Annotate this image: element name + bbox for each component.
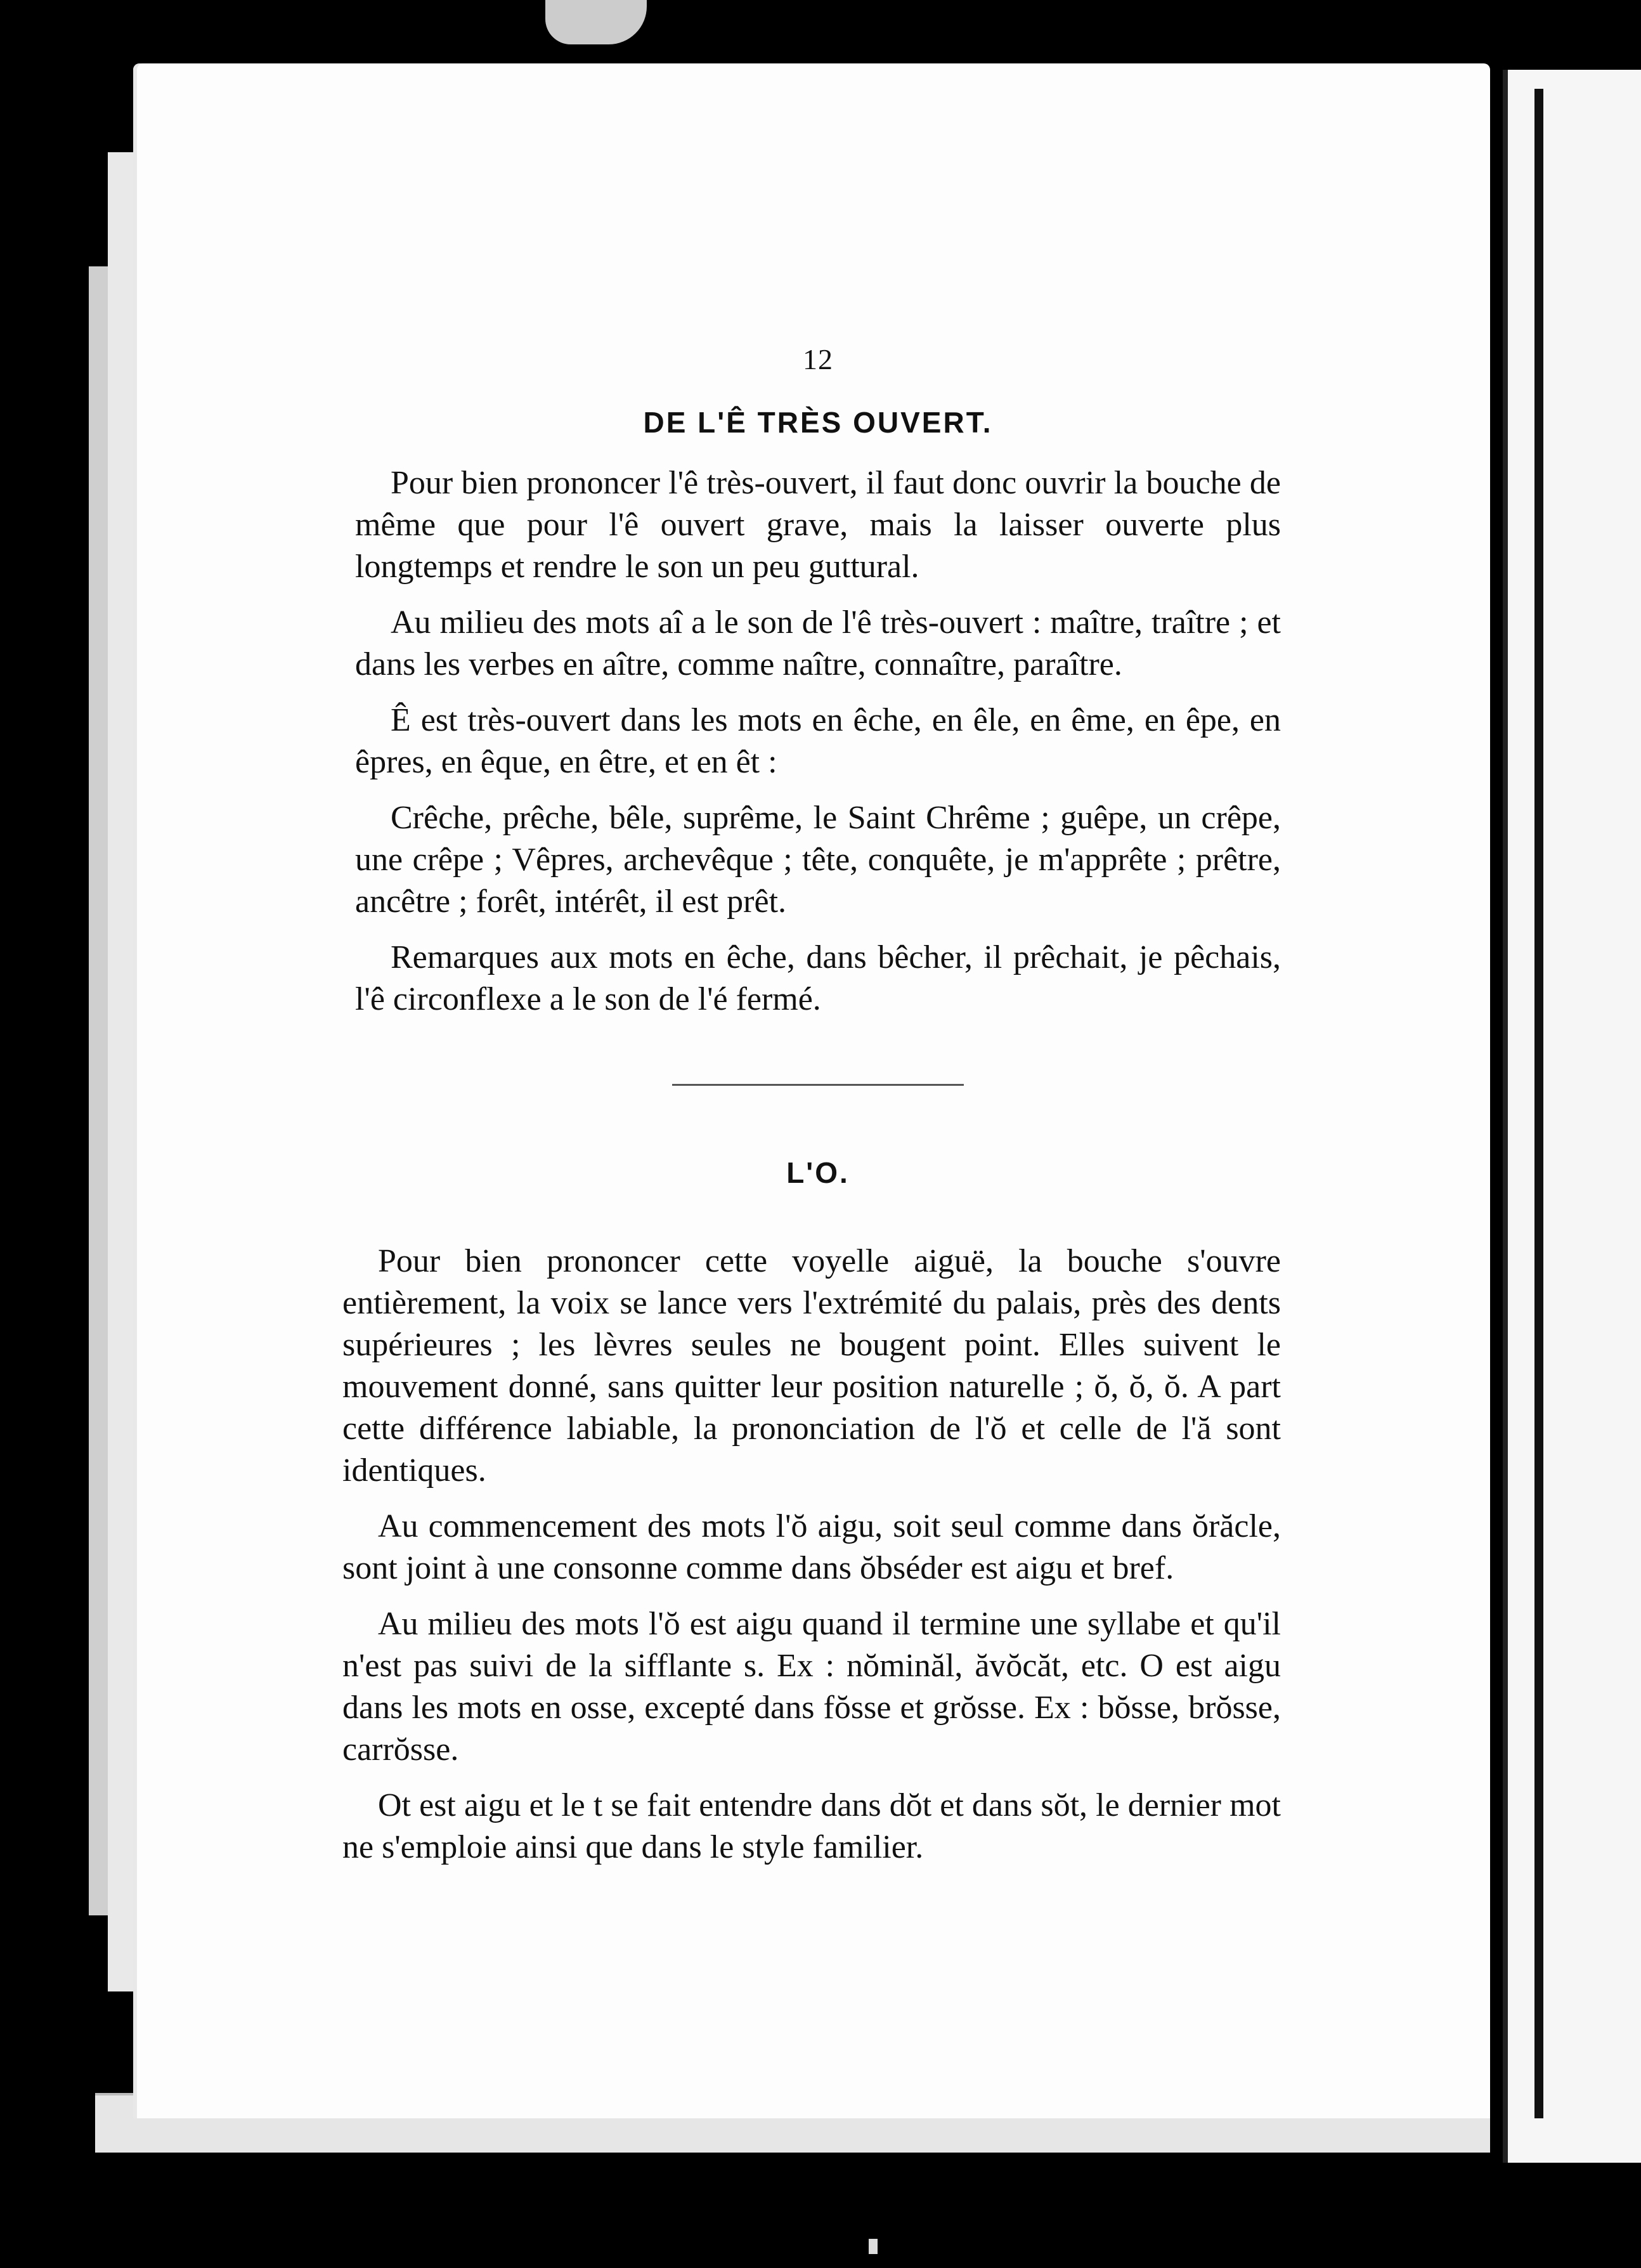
paragraph: Remarques aux mots en êche, dans bêcher, il prêchait, je pêchais, l'ê circonflexe a le son de l'é fermé. xyxy=(355,939,1281,1017)
section-heading-e: DE L'Ê TRÈS OUVERT. xyxy=(643,406,993,439)
paragraph: Pour bien prononcer l'ê très-ouvert, il faut donc ouvrir la bouche de même que pour l'ê ouvert grave, mais la laisser ouverte plus longtemps et rendre le son un peu guttural. xyxy=(355,465,1281,585)
page-edge xyxy=(108,152,133,1991)
paragraph: Crêche, prêche, bêle, suprême, le Saint Chrême ; guêpe, un crêpe, une crêpe ; Vêpres, archevêque ; tête, conquête, je m'apprête ; prêtre, ancêtre ; forêt, intérêt, il est prêt. xyxy=(355,800,1281,920)
paragraph: Au commencement des mots l'ŏ aigu, soit seul comme dans ŏrăcle, sont joint à une consonne comme dans ŏbséder est aigu et bref. xyxy=(342,1508,1281,1586)
page-edge-shadow xyxy=(89,266,108,1915)
paragraph: Au milieu des mots aî a le son de l'ê très-ouvert : maître, traître ; et dans les verbes en aître, comme naître, connaître, paraître. xyxy=(355,604,1281,682)
scan-artifact-top xyxy=(545,0,647,44)
section-heading-o: L'O. xyxy=(786,1156,850,1189)
section-o-body xyxy=(342,1241,1281,1868)
page-content xyxy=(342,342,1281,1882)
section-divider xyxy=(672,1084,964,1086)
page-number: 12 xyxy=(803,343,833,375)
scan-artifact-bottom xyxy=(869,2239,878,2254)
paragraph: Au milieu des mots l'ŏ est aigu quand il termine une syllabe et qu'il n'est pas suivi de la sifflante s. Ex : nŏminăl, ăvŏcăt, etc. O est aigu dans les mots en osse, excepté dans fŏsse et grŏsse. Ex : bŏsse, brŏsse, carrŏsse. xyxy=(342,1606,1281,1768)
facing-page-edge xyxy=(1534,89,1543,2118)
paragraph: Ot est aigu et le t se fait entendre dans dŏt et dans sŏt, le dernier mot ne s'emploie ainsi que dans le style familier. xyxy=(342,1787,1281,1865)
paragraph: Ê est très-ouvert dans les mots en êche, en êle, en ême, en êpe, en êpres, en êque, en être, et en êt : xyxy=(355,702,1281,780)
facing-page xyxy=(1503,70,1641,2163)
paragraph: Pour bien prononcer cette voyelle aiguë, la bouche s'ouvre entièrement, la voix se lance vers l'extrémité du palais, près des dents supérieures ; les lèvres seules ne bougent point. Elles suivent le mouvement donné, sans quitter leur position naturelle ; ŏ, ŏ, ŏ. A part cette différence labiable, la prononciation de l'ŏ et celle de l'ă sont identiques. xyxy=(342,1243,1281,1489)
